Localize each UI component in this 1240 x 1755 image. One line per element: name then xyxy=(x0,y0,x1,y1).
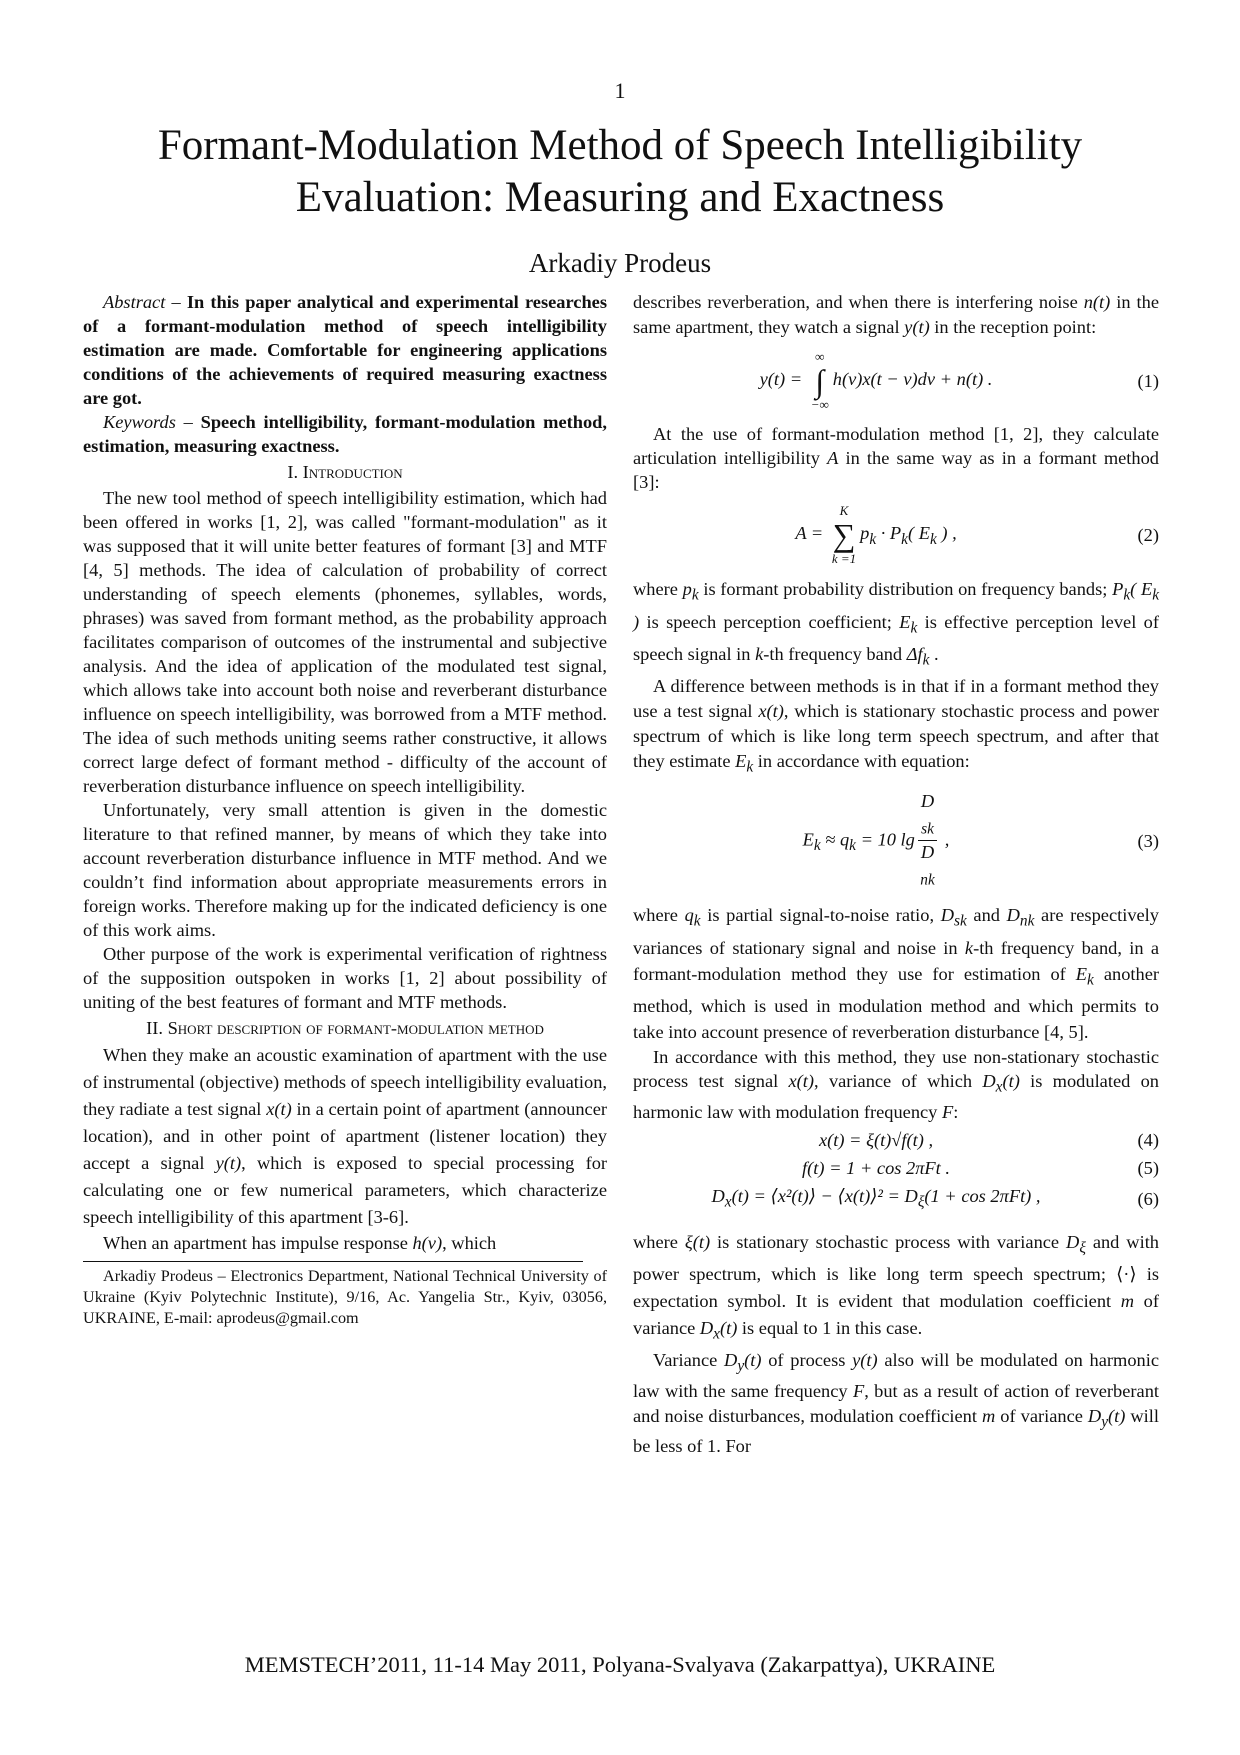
paragraph: A difference between methods is in that if in a formant method they use a test signal x(t), which is stationary stochastic process and power spectrum of which is like long term speech spectrum, and after that they estimate $E_k$ in accordance with equation: xyxy=(633,676,1159,776)
paragraph: The new tool method of speech intelligibility estimation, which had been offered in works [1, 2], was called "formant-modulation" as it was supposed that it will unite better features of formant [3] and MTF [4, 5] methods. The idea of calculation of probability of correct understanding of speech elements (phonemes, syllables, words, phrases) was saved from formant method, as the probability approach facilitates comparison of outcomes of the instrumental and subjective analysis. And the idea of application of the modulated test signal, which allows take into account both noise and reverberant disturbance influence on speech intelligibility, was borrowed from a MTF method. The idea of such methods uniting seems rather constructive, it allows correct large defect of formant method - difficulty of the account of reverberation disturbance influence on speech intelligibility. xyxy=(83,488,607,796)
footnote-rule xyxy=(83,1261,583,1262)
equation-2: A = K ∑ k =1 $p_k \cdot P_k$( $E_k$ ) , (2) xyxy=(795,503,1159,566)
paragraph: Unfortunately, very small attention is given in the domestic literature to that refined manner, by means of which they take into account reverberation disturbance influence in MTF method. And we couldn’t find information about appropriate measurements errors in foreign works. Therefore making up for the indicated deficiency is one of this work aims. xyxy=(83,800,607,940)
page-number: 1 xyxy=(614,78,626,103)
equation-number: (5) xyxy=(1137,1158,1159,1179)
equation-6: $D_x(t)$ = ⟨x²(t)⟩ − ⟨x(t)⟩² = $D_\xi(1 + \cos 2\pi Ft)$ , (6) xyxy=(711,1186,1159,1211)
paragraph: Other purpose of the work is experimental verification of rightness of the supposition outspoken in works [1, 2] about possibility of uniting of the best features of formant and MTF methods. xyxy=(83,944,607,1012)
keywords-label: Keywords xyxy=(103,412,176,432)
equation-4: x(t) = ξ(t)√f(t) , (4) xyxy=(818,1130,1159,1151)
equation-3: $E_k \approx q_k = 10$ lg D $_{sk}$ D $_{nk}$ , (3) xyxy=(802,790,1159,890)
author-footnote: Arkadiy Prodeus – Electronics Department, National Technical University of Ukraine (Kyiv Polytechnic Institute), 9/16, Ac. Yangelia Str., Kyiv, 03056, UKRAINE, E-mail: aprodeus@gmail.com xyxy=(83,1267,607,1327)
abstract-text: In this paper analytical and experimental researches of a formant-modulation method of speech intelligibility estimation are made. Comfortable for engineering applications conditions of the achievements of required measuring exactness are got. xyxy=(83,292,607,408)
author-name: Arkadiy Prodeus xyxy=(528,248,712,278)
keywords: Keywords – Speech intelligibility, formant-modulation method, estimation, measuring exactness. xyxy=(83,412,607,456)
paragraph: where $q_k$ is partial signal-to-noise ratio, $D_{sk}$ and $D_{nk}$ are respectively variances of stationary signal and noise in k-th frequency band, in a formant-modulation method they use for estimation of $E_k$ another method, which is used in modulation method and which permits to take into account presence of reverberation disturbance [4, 5]. xyxy=(633,905,1159,1043)
paragraph: where ξ(t) is stationary stochastic process with variance $D_\xi$ and with power spectrum, which is like long term speech spectrum; ⟨·⟩ is expectation symbol. It is evident that modulation coefficient m of variance $D_x(t)$ is equal to 1 in this case. xyxy=(633,1231,1160,1344)
equation-1: y(t) = ∞ ∫ −∞ h(v)x(t − v)dv + n(t) . (1) xyxy=(759,349,1159,412)
paragraph: In accordance with this method, they use non-stationary stochastic process test signal x(t), variance of which $D_x(t)$ is modulated on harmonic law with modulation frequency F: xyxy=(633,1047,1159,1123)
section-heading-introduction: I. Introduction xyxy=(287,462,403,482)
paragraph: describes reverberation, and when there is interfering noise n(t) in the same apartment, they watch a signal y(t) in the reception point: xyxy=(633,292,1160,337)
equation-number: (6) xyxy=(1137,1189,1159,1210)
equation-number: (3) xyxy=(1137,830,1159,851)
left-column xyxy=(83,290,607,1329)
paragraph: When an apartment has impulse response h(v), which xyxy=(103,1233,497,1253)
paragraph: At the use of formant-modulation method [1, 2], they calculate articulation intelligibility A in the same way as in a formant method [3]: xyxy=(633,424,1159,492)
paragraph: where $p_k$ is formant probability distribution on frequency bands; $P_k$( $E_k$ ) is speech perception coefficient; $E_k$ is effective perception level of speech signal in k-th frequency band $\Delta f_k$ . xyxy=(633,579,1159,670)
abstract: Abstract – In this paper analytical and experimental researches of a formant-modulation method of speech intelligibility estimation are made. Comfortable for engineering applications conditions of the achievements of required measuring exactness are got. xyxy=(83,292,607,408)
right-column xyxy=(633,290,1159,1459)
equation-number: (4) xyxy=(1137,1130,1159,1151)
equation-number: (1) xyxy=(1137,371,1159,391)
abstract-label: Abstract xyxy=(103,292,166,312)
equation-5: f(t) = 1 + cos 2πFt . (5) xyxy=(802,1158,1159,1179)
conference-footer: MEMSTECH’2011, 11-14 May 2011, Polyana-Svalyava (Zakarpattya), UKRAINE xyxy=(244,1652,996,1677)
equation-number: (2) xyxy=(1137,525,1159,545)
keywords-text: Speech intelligibility, formant-modulation method, estimation, measuring exactness. xyxy=(83,412,607,456)
paper-title: Formant-Modulation Method of Speech Intelligibility Evaluation: Measuring and Exactness xyxy=(157,122,1083,221)
paragraph: When they make an acoustic examination of apartment with the use of instrumental (objective) methods of speech intelligibility evaluation, they radiate a test signal x(t) in a certain point of apartment (announcer location), and in other point of apartment (listener location) they accept a signal y(t), which is exposed to special processing for calculating one or few numerical parameters, which characterize speech intelligibility of this apartment [3-6]. xyxy=(83,1045,608,1227)
section-heading-short-description: II. Short description of formant-modulation method xyxy=(146,1018,544,1038)
paragraph: Variance $D_y(t)$ of process y(t) also will be modulated on harmonic law with the same frequency F, but as a result of action of reverberant and noise disturbances, modulation coefficient m of variance $D_y(t)$ will be less of 1. For xyxy=(633,1350,1159,1457)
